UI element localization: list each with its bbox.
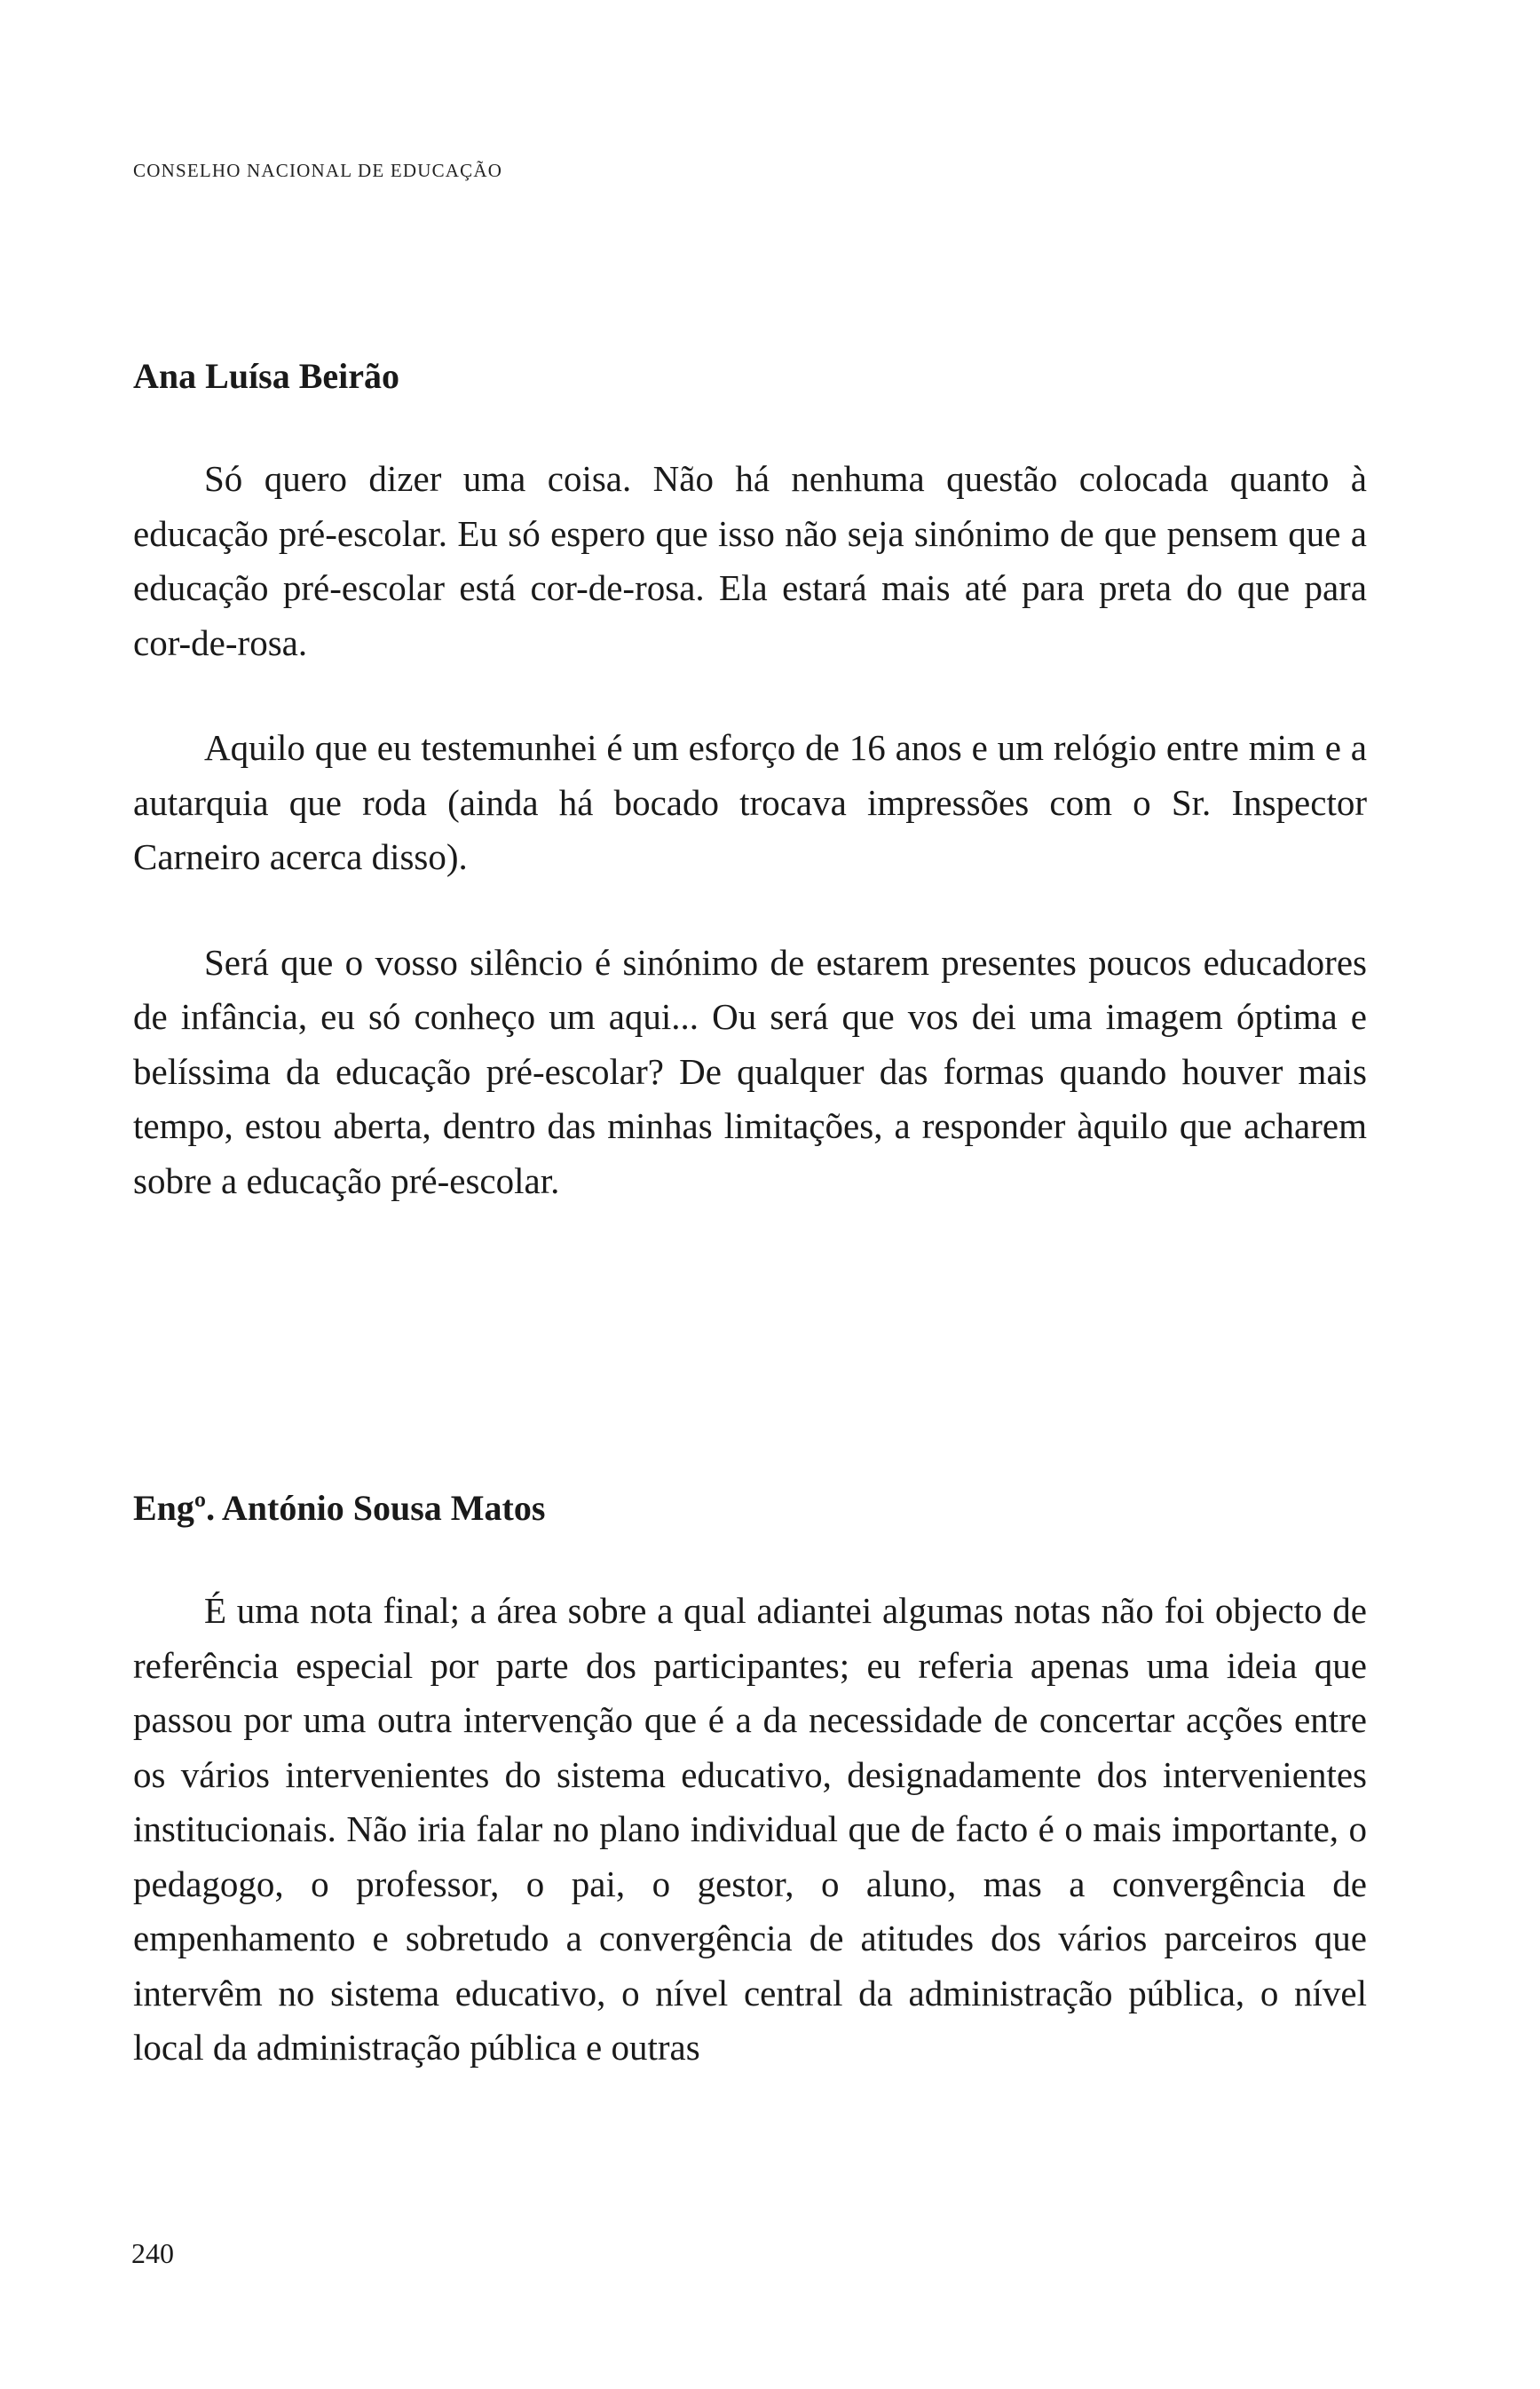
speaker-name: Ana Luísa Beirão xyxy=(133,356,400,396)
speaker-name: Engº. António Sousa Matos xyxy=(133,1488,546,1528)
speech-paragraph: Aquilo que eu testemunhei é um esforço de 16 anos e um relógio entre mim e a autarquia que roda (ainda há bocado trocava impressões com o Sr. Inspector Carneiro acerca disso). xyxy=(133,727,1367,877)
speech-section-antonio-sousa-matos xyxy=(133,1487,1367,2076)
running-head: CONSELHO NACIONAL DE EDUCAÇÃO xyxy=(133,160,503,181)
speech-paragraph: Só quero dizer uma coisa. Não há nenhuma questão colocada quanto à educação pré-escolar. Eu só espero que isso não seja sinónimo de que pensem que a educação pré-escolar está cor-de-rosa. Ela estará mais até para preta do que para cor-de-rosa. xyxy=(133,458,1367,663)
speech-section-ana-luisa-beirao xyxy=(133,355,1367,1208)
page-number: 240 xyxy=(131,2237,174,2269)
speech-paragraph: É uma nota final; a área sobre a qual adiantei algumas notas não foi objecto de referência especial por parte dos participantes; eu referia apenas uma ideia que passou por uma outra intervenção que é a da necessidade de concertar acções entre os vários intervenientes do sistema educativo, designadamente dos intervenientes institucionais. Não iria falar no plano individual que de facto é o mais importante, o pedagogo, o professor, o pai, o gestor, o aluno, mas a convergência de empenhamento e sobretudo a convergência de atitudes dos vários parceiros que intervêm no sistema educativo, o nível central da administração pública, o nível local da administração pública e outras xyxy=(133,1590,1367,2068)
speech-paragraph: Será que o vosso silêncio é sinónimo de estarem presentes poucos educadores de infância, eu só conheço um aqui... Ou será que vos dei uma imagem óptima e belíssima da educação pré-escolar? De qualquer das formas quando houver mais tempo, estou aberta, dentro das minhas limitações, a responder àquilo que acharem sobre a educação pré-escolar. xyxy=(133,941,1367,1201)
